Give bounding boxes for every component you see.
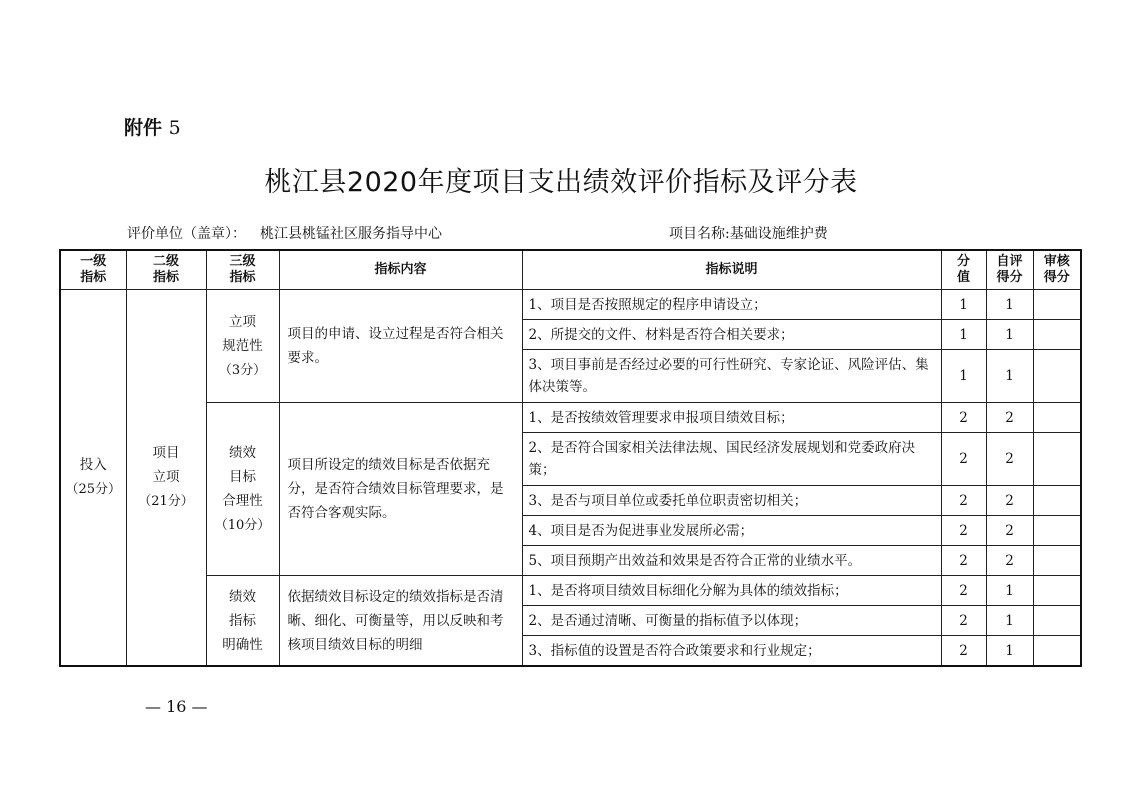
audit-score-cell[interactable]	[1033, 576, 1081, 606]
self-score-cell: 1	[986, 606, 1033, 636]
audit-score-cell[interactable]	[1033, 403, 1081, 433]
header-level2: 二级 指标	[126, 250, 206, 290]
self-score-cell: 1	[986, 290, 1033, 320]
header-score: 分 值	[941, 250, 986, 290]
annex-number: 5	[168, 117, 181, 139]
audit-score-cell[interactable]	[1033, 636, 1081, 667]
annex-text: 附件	[124, 117, 163, 139]
level1-cell: 投入 （25分）	[60, 290, 126, 667]
table-row	[60, 576, 1081, 606]
level2-cell: 项目 立项 （21分）	[126, 290, 206, 667]
score-cell: 2	[941, 486, 986, 516]
description-cell: 3、指标值的设置是否符合政策要求和行业规定；	[522, 636, 941, 667]
page-title: 桃江县2020年度项目支出绩效评价指标及评分表	[264, 167, 858, 198]
score-cell: 2	[941, 636, 986, 667]
audit-score-cell[interactable]	[1033, 290, 1081, 320]
description-cell: 3、是否与项目单位或委托单位职责密切相关；	[522, 486, 941, 516]
self-score-cell: 1	[986, 576, 1033, 606]
level3-cell: 绩效 目标 合理性 （10分）	[206, 403, 279, 576]
table-row	[60, 290, 1081, 320]
score-cell: 2	[941, 433, 986, 486]
self-score-cell: 2	[986, 516, 1033, 546]
self-score-cell: 2	[986, 433, 1033, 486]
score-cell: 1	[941, 320, 986, 350]
audit-score-cell[interactable]	[1033, 516, 1081, 546]
evaluation-unit-label: 评价单位（盖章）：	[127, 226, 246, 242]
header-content: 指标内容	[279, 250, 522, 290]
description-cell: 3、项目事前是否经过必要的可行性研究、专家论证、风险评估、集体决策等。	[522, 350, 941, 403]
description-cell: 2、是否通过清晰、可衡量的指标值予以体现；	[522, 606, 941, 636]
audit-score-cell[interactable]	[1033, 546, 1081, 576]
header-audit-score: 审核 得分	[1033, 250, 1081, 290]
self-score-cell: 2	[986, 546, 1033, 576]
score-table	[59, 249, 1082, 667]
content-cell: 项目所设定的绩效目标是否依据充分，是否符合绩效目标管理要求，是否符合客观实际。	[279, 403, 522, 576]
description-cell: 1、是否按绩效管理要求申报项目绩效目标；	[522, 403, 941, 433]
self-score-cell: 1	[986, 320, 1033, 350]
header-description: 指标说明	[522, 250, 941, 290]
annex-label	[124, 113, 181, 140]
header-level3: 三级 指标	[206, 250, 279, 290]
self-score-cell: 1	[986, 636, 1033, 667]
evaluation-unit	[127, 223, 442, 243]
audit-score-cell[interactable]	[1033, 606, 1081, 636]
page-number: — 16 —	[145, 697, 208, 716]
description-cell: 1、项目是否按照规定的程序申请设立；	[522, 290, 941, 320]
project-name: 项目名称:基础设施维护费	[669, 226, 828, 242]
audit-score-cell[interactable]	[1033, 486, 1081, 516]
score-cell: 1	[941, 290, 986, 320]
content-cell: 项目的申请、设立过程是否符合相关要求。	[279, 290, 522, 403]
description-cell: 4、项目是否为促进事业发展所必需；	[522, 516, 941, 546]
description-cell: 2、所提交的文件、材料是否符合相关要求；	[522, 320, 941, 350]
self-score-cell: 1	[986, 350, 1033, 403]
self-score-cell: 2	[986, 486, 1033, 516]
score-cell: 2	[941, 403, 986, 433]
description-cell: 5、项目预期产出效益和效果是否符合正常的业绩水平。	[522, 546, 941, 576]
audit-score-cell[interactable]	[1033, 320, 1081, 350]
score-cell: 2	[941, 606, 986, 636]
score-cell: 2	[941, 576, 986, 606]
audit-score-cell[interactable]	[1033, 350, 1081, 403]
score-cell: 1	[941, 350, 986, 403]
level3-cell: 绩效 指标 明确性	[206, 576, 279, 667]
evaluation-unit-value: 桃江县桃锰社区服务指导中心	[260, 226, 442, 242]
table-header-row	[60, 250, 1081, 290]
table-row	[60, 403, 1081, 433]
header-level1: 一级 指标	[60, 250, 126, 290]
content-cell: 依据绩效目标设定的绩效指标是否清晰、细化、可衡量等，用以反映和考核项目绩效目标的明细	[279, 576, 522, 667]
header-self-score: 自评 得分	[986, 250, 1033, 290]
score-cell: 2	[941, 516, 986, 546]
description-cell: 2、是否符合国家相关法律法规、国民经济发展规划和党委政府决策；	[522, 433, 941, 486]
level3-cell: 立项 规范性 （3分）	[206, 290, 279, 403]
description-cell: 1、是否将项目绩效目标细化分解为具体的绩效指标；	[522, 576, 941, 606]
self-score-cell: 2	[986, 403, 1033, 433]
score-cell: 2	[941, 546, 986, 576]
audit-score-cell[interactable]	[1033, 433, 1081, 486]
